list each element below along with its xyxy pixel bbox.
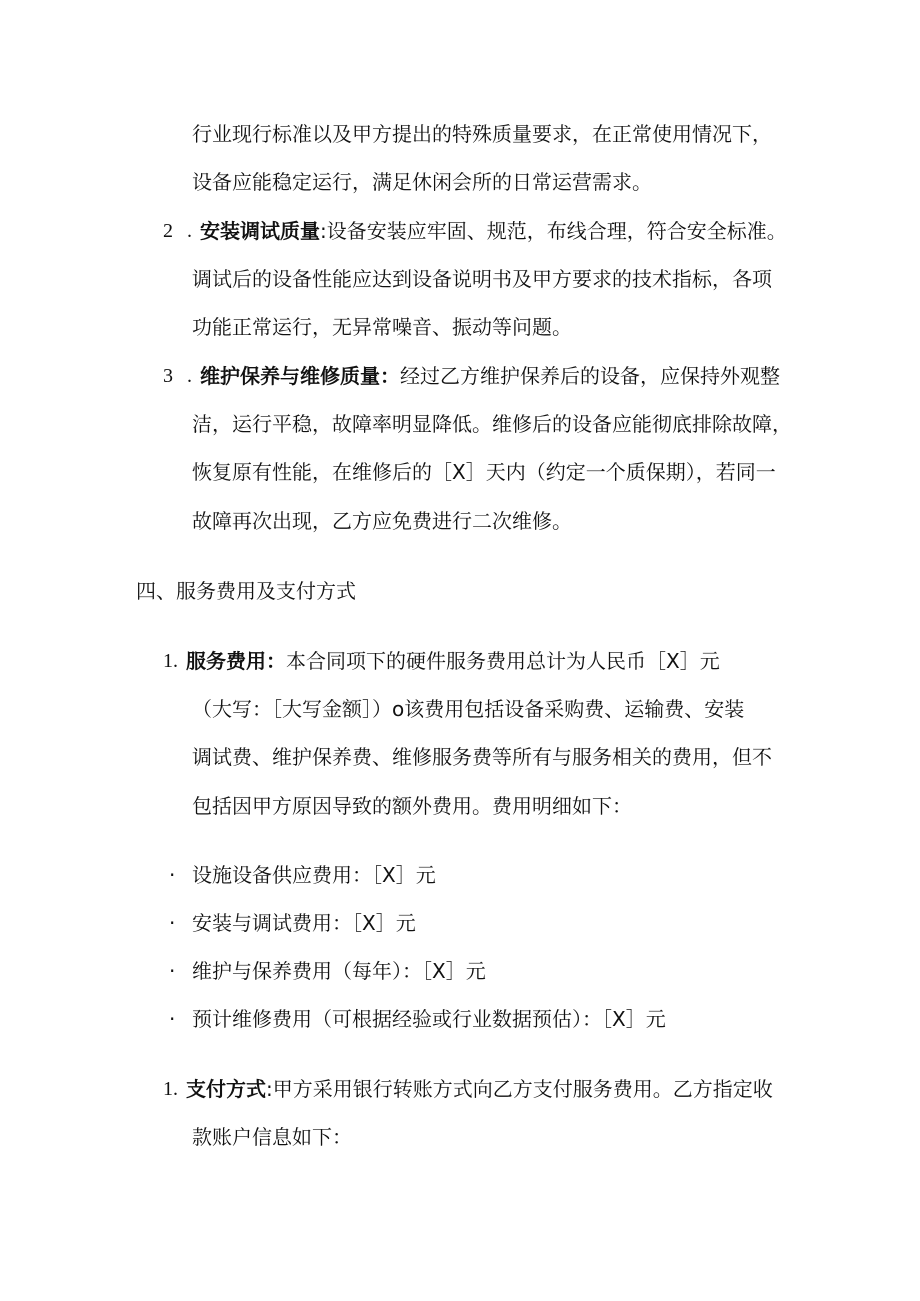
item-text: 本合同项下的硬件服务费用总计为人民币［X］元: [286, 649, 720, 673]
list-number: 1.: [163, 650, 178, 672]
paragraph-line: 故障再次出现，乙方应免费进行二次维修。: [192, 509, 572, 533]
list-item-heading: [186, 1075, 773, 1103]
list-number: 3: [163, 365, 173, 387]
section-heading: 四、服务费用及支付方式: [136, 579, 356, 603]
list-dot: .: [187, 365, 192, 387]
list-item: 设施设备供应费用：［X］元: [192, 863, 436, 887]
list-item: 预计维修费用（可根据经验或行业数据预估）：［X］元: [192, 1007, 666, 1031]
bullet-icon: ·: [169, 863, 176, 887]
paragraph-line: 功能正常运行，无异常噪音、振动等问题。: [192, 315, 572, 339]
list-item: 安装与调试费用：［X］元: [192, 911, 416, 935]
item-text: 甲方采用银行转账方式向乙方支付服务费用。乙方指定收: [272, 1077, 773, 1101]
paragraph-line: 行业现行标准以及甲方提出的特殊质量要求，在正常使用情况下，: [192, 122, 772, 146]
bullet-icon: ·: [169, 1007, 176, 1031]
paragraph-line: 包括因甲方原因导致的额外费用。费用明细如下：: [192, 794, 632, 818]
paragraph-line: 洁，运行平稳，故障率明显降低。维修后的设备应能彻底排除故障，: [192, 412, 792, 436]
item-title: 安装调试质量: [200, 219, 320, 243]
title-separator: :: [320, 219, 327, 243]
list-dot: .: [187, 220, 192, 242]
list-number: 2: [163, 220, 173, 242]
item-title: 服务费用：: [186, 649, 286, 673]
list-item: 维护与保养费用（每年）：［X］元: [192, 959, 486, 983]
paragraph-line: 调试费、维护保养费、维修服务费等所有与服务相关的费用，但不: [192, 745, 772, 769]
bullet-icon: ·: [169, 959, 176, 983]
paragraph-line: 调试后的设备性能应达到设备说明书及甲方要求的技术指标，各项: [192, 267, 772, 291]
paragraph-line: 设备应能稳定运行，满足休闲会所的日常运营需求。: [192, 170, 652, 194]
paragraph-line: 恢复原有性能，在维修后的［X］天内（约定一个质保期），若同一: [192, 460, 776, 484]
paragraph-line: 款账户信息如下：: [192, 1125, 352, 1149]
item-title: 支付方式: [186, 1077, 266, 1101]
list-item-heading: [186, 647, 720, 675]
list-number: 1.: [163, 1078, 178, 1100]
list-item-heading: [200, 362, 780, 390]
item-text: 设备安装应牢固、规范，布线合理，符合安全标准。: [326, 219, 787, 243]
item-title: 维护保养与维修质量：: [200, 364, 400, 388]
paragraph-line: （大写：［大写金额］）o该费用包括设备采购费、运输费、安装: [192, 697, 745, 721]
title-separator: :: [266, 1077, 273, 1101]
item-text: 经过乙方维护保养后的设备，应保持外观整: [400, 364, 780, 388]
bullet-icon: ·: [169, 911, 176, 935]
list-item-heading: [200, 217, 787, 245]
